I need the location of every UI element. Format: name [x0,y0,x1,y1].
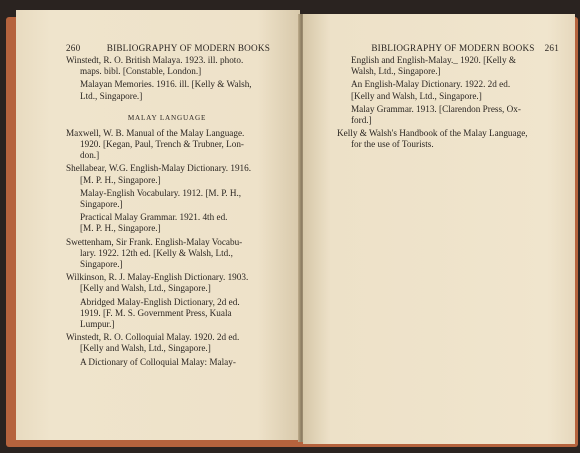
bibliography-entry [66,163,288,185]
entry-line: 1920. [Kegan, Paul, Trench & Trubner, Lon- [80,139,244,150]
entry-line: An English-Malay Dictionary. 1922. 2d ed. [351,79,511,90]
bibliography-entry [66,212,288,234]
entry-line: [Kelly and Walsh, Ltd., Singapore.] [80,343,211,354]
entry-line: [M. P. H., Singapore.] [80,174,161,185]
bibliography-entry [337,104,559,126]
bibliography-entry [66,79,288,101]
entry-line: Malay Grammar. 1913. [Clarendon Press, Ox- [351,103,521,114]
entry-line: Shellabear, W.G. English-Malay Dictionary. 1916. [66,163,252,174]
entry-line: Malayan Memories. 1916. ill. [Kelly & Walsh, [80,79,252,90]
entry-line: Malay-English Vocabulary. 1912. [M. P. H., [80,187,242,198]
left-running-head [66,43,288,53]
entry-line: [Kelly and Walsh, Ltd., Singapore.] [351,90,482,101]
entry-line: Singapore.] [80,199,123,210]
entry-line: ford.] [351,115,372,126]
entry-line: Winstedt, R. O. British Malaya. 1923. ill. photo. [66,55,244,65]
bibliography-entry [66,332,288,354]
entry-line: Abridged Malay-English Dictionary, 2d ed. [80,296,240,307]
bibliography-entry [337,55,559,77]
left-page [16,10,300,440]
entry-line: [Kelly and Walsh, Ltd., Singapore.] [80,283,211,294]
entry-line: English and English-Malay._ 1920. [Kelly & [351,55,517,65]
bibliography-entry [66,188,288,210]
bibliography-entry [66,237,288,271]
entry-line: Lumpur.] [80,319,115,330]
entry-line: 1919. [F. M. S. Government Press, Kuala [80,307,232,318]
entry-line: for the use of Tourists. [351,139,434,150]
entry-line: Kelly & Walsh's Handbook of the Malay Language, [337,128,528,139]
entry-line: don.] [80,150,100,161]
entry-line: Practical Malay Grammar. 1921. 4th ed. [80,212,228,223]
right-running-title: BIBLIOGRAPHY OF MODERN BOOKS [371,43,535,53]
right-running-head [357,43,559,53]
bibliography-entry [337,128,559,150]
left-entries [66,128,288,368]
entry-line: Singapore.] [80,259,123,270]
entry-line: Walsh, Ltd., Singapore.] [351,66,441,77]
entry-line: Ltd., Singapore.] [80,90,143,101]
entry-line: A Dictionary of Colloquial Malay: Malay- [80,356,236,367]
entry-line: Maxwell, W. B. Manual of the Malay Language. [66,127,245,138]
entry-line: [M. P. H., Singapore.] [80,223,161,234]
right-page-number: 261 [544,43,559,53]
bibliography-entry [66,128,288,162]
bibliography-entry [66,357,288,368]
entry-line: Wilkinson, R. J. Malay-English Dictionary. 1903. [66,272,249,283]
entry-line: lary. 1922. 12th ed. [Kelly & Walsh, Ltd., [80,247,233,258]
entry-line: maps. bibl. [Constable, London.] [80,66,202,77]
section-title: MALAY LANGUAGE [127,113,207,122]
right-page [303,14,575,444]
bibliography-entry [66,272,288,294]
entry-line: Swettenham, Sir Frank. English-Malay Vocabu- [66,236,243,247]
left-page-number: 260 [66,43,81,53]
left-running-title: BIBLIOGRAPHY OF MODERN BOOKS [106,43,270,53]
bibliography-entry [66,55,288,77]
bibliography-entry [66,297,288,331]
bibliography-entry [337,79,559,101]
right-entries [337,55,559,151]
entry-line: Winstedt, R. O. Colloquial Malay. 1920. 2d ed. [66,332,240,343]
left-entries-top [66,55,288,102]
